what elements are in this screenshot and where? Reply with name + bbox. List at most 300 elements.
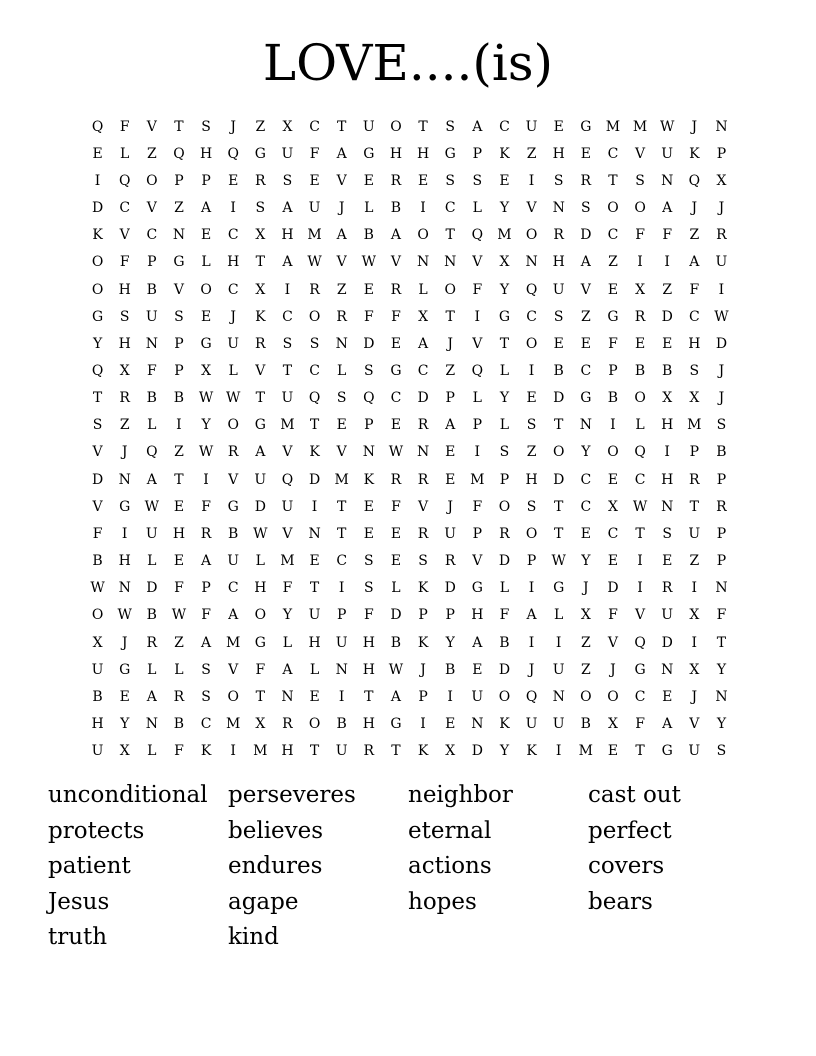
grid-letter: H [661, 471, 674, 488]
grid-letter: G [254, 634, 266, 651]
grid-letter: J [230, 308, 236, 325]
grid-letter: A [662, 716, 673, 733]
grid-letter: Q [525, 281, 538, 298]
grid-letter: X [445, 743, 456, 760]
grid-letter: A [336, 145, 347, 162]
grid-letter: E [445, 471, 456, 488]
grid-letter: E [309, 553, 320, 570]
grid-letter: R [390, 281, 402, 298]
grid-letter: T [391, 743, 401, 760]
grid-letter: P [445, 390, 455, 407]
grid-letter: L [282, 634, 293, 651]
grid-letter: V [472, 335, 483, 352]
grid-letter: B [390, 200, 402, 217]
grid-letter: S [201, 688, 211, 705]
grid-letter: S [716, 417, 727, 434]
grid-letter: F [174, 743, 184, 760]
grid-letter: L [228, 362, 238, 379]
grid-letter: S [635, 172, 645, 189]
grid-letter: V [282, 525, 293, 542]
grid-letter: T [255, 390, 265, 407]
grid-letter: E [580, 335, 591, 352]
grid-letter: N [335, 335, 348, 352]
grid-letter: D [580, 227, 592, 244]
grid-letter: C [200, 716, 212, 733]
grid-letter: H [118, 553, 131, 570]
grid-letter: A [201, 634, 212, 651]
grid-letter: C [580, 498, 592, 515]
grid-letter: T [554, 498, 564, 515]
grid-letter: R [336, 308, 347, 325]
grid-letter: G [390, 716, 402, 733]
grid-letter: T [554, 417, 564, 434]
grid-letter: X [662, 390, 673, 407]
grid-letter: K [689, 145, 700, 162]
grid-letter: V [146, 200, 157, 217]
grid-letter: S [336, 390, 347, 407]
grid-letter: V [418, 498, 429, 515]
grid-letter: U [335, 743, 348, 760]
grid-letter: Y [499, 281, 510, 298]
grid-letter: T [337, 498, 347, 515]
grid-letter: P [174, 172, 184, 189]
grid-letter: N [579, 417, 592, 434]
grid-letter: X [92, 634, 103, 651]
grid-letter: S [364, 580, 374, 597]
word-bank-item: endures [228, 853, 323, 879]
grid-letter: B [92, 553, 103, 570]
grid-letter: L [499, 580, 510, 597]
grid-letter: B [634, 362, 646, 379]
grid-letter: Z [526, 145, 537, 162]
grid-letter: S [553, 308, 564, 325]
grid-letter: Y [201, 417, 211, 434]
grid-letter: Y [499, 390, 510, 407]
grid-letter: M [605, 118, 621, 135]
grid-letter: M [226, 634, 241, 651]
grid-letter: A [662, 200, 673, 217]
grid-letter: P [716, 471, 727, 488]
grid-letter: C [634, 688, 646, 705]
grid-letter: R [580, 172, 592, 189]
grid-letter: W [117, 607, 132, 624]
grid-letter: T [337, 118, 347, 135]
grid-letter: K [499, 716, 510, 733]
grid-letter: I [338, 688, 345, 705]
grid-letter: A [390, 227, 401, 244]
grid-letter: Z [580, 308, 591, 325]
grid-letter: W [171, 607, 187, 624]
grid-letter: T [255, 254, 265, 271]
grid-letter: O [308, 716, 321, 733]
grid-letter: C [580, 362, 592, 379]
grid-letter: Z [336, 281, 347, 298]
word-bank-item: hopes [408, 888, 477, 915]
grid-letter: T [282, 362, 293, 379]
grid-letter: F [201, 607, 211, 624]
grid-letter: V [146, 118, 157, 135]
grid-letter: P [472, 525, 483, 542]
grid-letter: A [255, 444, 266, 461]
grid-letter: L [120, 145, 130, 162]
grid-letter: G [254, 145, 266, 162]
grid-letter: F [391, 308, 401, 325]
grid-letter: N [552, 688, 565, 705]
grid-letter: F [662, 227, 673, 244]
grid-letter: Q [688, 172, 701, 189]
grid-letter: V [282, 444, 293, 461]
grid-letter: O [308, 308, 321, 325]
word-bank-item: kind [228, 924, 279, 950]
grid-letter: D [417, 390, 429, 407]
grid-letter: L [174, 661, 184, 678]
grid-letter: L [255, 553, 265, 570]
grid-letter: P [716, 525, 727, 542]
grid-letter: O [444, 281, 456, 298]
grid-letter: N [118, 471, 131, 488]
grid-letter: I [474, 444, 481, 461]
word-bank-item: truth [48, 924, 108, 950]
grid-letter: A [580, 254, 591, 271]
grid-letter: E [363, 525, 374, 542]
grid-letter: R [227, 444, 239, 461]
grid-letter: C [282, 308, 293, 325]
grid-letter: Q [634, 634, 646, 651]
grid-letter: D [715, 335, 728, 352]
grid-letter: A [201, 553, 212, 570]
grid-letter: N [661, 172, 674, 189]
grid-letter: I [691, 634, 698, 651]
grid-letter: D [308, 471, 321, 488]
grid-letter: E [445, 444, 456, 461]
grid-letter: Y [716, 661, 727, 678]
grid-letter: B [228, 525, 239, 542]
grid-letter: Q [363, 390, 375, 407]
grid-letter: E [662, 335, 673, 352]
grid-letter: E [363, 172, 374, 189]
grid-letter: M [253, 743, 268, 760]
grid-letter: E [580, 145, 591, 162]
grid-letter: H [416, 145, 430, 162]
grid-letter: C [227, 580, 239, 597]
grid-letter: S [92, 417, 103, 434]
grid-letter: V [336, 444, 347, 461]
grid-letter: P [526, 553, 537, 570]
grid-letter: K [92, 227, 103, 244]
grid-letter: N [172, 227, 186, 244]
grid-letter: V [119, 227, 130, 244]
grid-letter: I [664, 254, 670, 271]
grid-letter: S [499, 444, 510, 461]
grid-letter: Y [499, 200, 510, 217]
grid-letter: S [553, 172, 564, 189]
grid-letter: W [90, 580, 105, 597]
grid-letter: R [390, 471, 402, 488]
grid-letter: U [308, 607, 321, 624]
grid-letter: W [198, 390, 214, 407]
grid-letter: C [227, 227, 239, 244]
grid-letter: L [418, 281, 428, 298]
grid-letter: E [173, 498, 185, 515]
grid-letter: V [255, 362, 266, 379]
grid-letter: V [336, 254, 347, 271]
grid-letter: E [363, 281, 374, 298]
grid-letter: B [146, 607, 157, 624]
grid-letter: U [552, 281, 565, 298]
grid-letter: X [201, 362, 212, 379]
grid-letter: Z [608, 254, 618, 271]
grid-letter: F [472, 498, 483, 515]
grid-letter: N [444, 254, 457, 271]
grid-letter: Z [526, 444, 537, 461]
grid-letter: N [471, 716, 484, 733]
grid-letter: F [608, 607, 618, 624]
grid-letter: B [146, 281, 157, 298]
grid-letter: I [176, 417, 182, 434]
grid-letter: C [146, 227, 158, 244]
grid-letter: C [580, 471, 592, 488]
grid-letter: E [119, 688, 130, 705]
grid-letter: N [715, 118, 728, 135]
grid-letter: J [718, 200, 725, 217]
grid-letter: E [662, 553, 673, 570]
grid-letter: R [689, 471, 700, 488]
grid-letter: I [338, 580, 345, 597]
grid-letter: E [499, 172, 510, 189]
grid-letter: P [716, 145, 727, 162]
grid-letter: P [608, 362, 618, 379]
word-bank-item: Jesus [48, 888, 110, 915]
grid-letter: Q [91, 362, 104, 379]
grid-letter: J [447, 335, 453, 352]
grid-letter: T [445, 227, 455, 244]
grid-letter: A [282, 661, 293, 678]
grid-letter: E [200, 308, 212, 325]
grid-letter: X [716, 172, 727, 189]
grid-letter: Z [580, 634, 591, 651]
grid-letter: B [553, 362, 564, 379]
grid-letter: O [634, 200, 646, 217]
grid-letter: E [553, 335, 564, 352]
grid-letter: U [688, 525, 701, 542]
grid-letter: S [445, 172, 455, 189]
grid-letter: O [525, 227, 538, 244]
grid-letter: U [525, 716, 538, 733]
grid-letter: Q [308, 390, 321, 407]
grid-letter: R [444, 553, 456, 570]
grid-letter: M [632, 118, 648, 135]
grid-letter: F [282, 580, 293, 597]
grid-letter: T [716, 634, 727, 651]
grid-letter: Z [174, 200, 184, 217]
grid-letter: Y [581, 553, 591, 570]
grid-letter: A [418, 335, 429, 352]
grid-letter: E [363, 498, 374, 515]
grid-letter: M [307, 227, 322, 244]
grid-letter: R [255, 172, 266, 189]
grid-letter: N [145, 335, 158, 352]
grid-letter: O [146, 172, 158, 189]
grid-letter: U [145, 308, 158, 325]
grid-letter: N [362, 444, 375, 461]
grid-letter: C [309, 118, 320, 135]
word-bank-item: eternal [408, 817, 492, 844]
grid-letter: U [552, 716, 565, 733]
grid-letter: T [309, 743, 320, 760]
grid-letter: U [145, 525, 158, 542]
grid-letter: C [444, 200, 456, 217]
grid-letter: S [689, 362, 700, 379]
word-bank-item: protects [48, 817, 145, 844]
grid-letter: E [390, 417, 402, 434]
grid-letter: H [308, 634, 321, 651]
grid-letter: V [336, 172, 347, 189]
grid-letter: J [447, 498, 453, 515]
grid-letter: K [499, 145, 510, 162]
grid-letter: E [309, 172, 320, 189]
grid-letter: E [472, 661, 483, 678]
grid-letter: W [659, 118, 675, 135]
grid-letter: T [635, 743, 645, 760]
grid-letter: S [119, 308, 130, 325]
grid-letter: Q [227, 145, 239, 162]
grid-letter: A [390, 688, 401, 705]
grid-letter: I [555, 743, 562, 760]
grid-letter: T [608, 172, 618, 189]
word-bank-item: patient [48, 853, 131, 879]
grid-letter: U [91, 661, 104, 678]
grid-letter: L [201, 254, 211, 271]
word-bank-item: perseveres [228, 782, 356, 808]
grid-letter: S [255, 200, 266, 217]
grid-letter: D [661, 308, 673, 325]
grid-letter: G [553, 580, 565, 597]
grid-letter: I [528, 580, 535, 597]
grid-letter: Y [716, 716, 727, 733]
grid-letter: V [580, 281, 591, 298]
grid-letter: L [337, 362, 347, 379]
grid-letter: H [281, 227, 294, 244]
grid-letter: O [607, 200, 619, 217]
grid-letter: Z [662, 281, 673, 298]
grid-letter: B [173, 390, 185, 407]
grid-letter: R [553, 227, 564, 244]
grid-letter: D [363, 335, 375, 352]
grid-letter: Q [634, 444, 646, 461]
grid-letter: Z [445, 362, 456, 379]
grid-letter: L [635, 417, 645, 434]
grid-letter: S [526, 417, 537, 434]
grid-letter: M [497, 227, 512, 244]
grid-letter: A [282, 254, 293, 271]
grid-letter: S [282, 172, 293, 189]
grid-letter: S [282, 335, 293, 352]
grid-letter: K [255, 308, 266, 325]
word-bank-item: covers [588, 853, 665, 879]
grid-letter: H [199, 145, 213, 162]
grid-letter: I [230, 743, 236, 760]
grid-letter: Z [174, 634, 184, 651]
grid-letter: E [173, 553, 185, 570]
grid-letter: P [445, 607, 455, 624]
grid-letter: U [335, 634, 348, 651]
grid-letter: G [661, 743, 673, 760]
grid-letter: S [445, 118, 455, 135]
grid-letter: R [661, 580, 673, 597]
grid-letter: C [227, 281, 239, 298]
grid-letter: T [92, 390, 103, 407]
grid-letter: J [420, 661, 426, 678]
grid-letter: K [363, 471, 375, 488]
grid-letter: I [637, 553, 643, 570]
grid-letter: U [661, 607, 674, 624]
grid-letter: E [309, 688, 320, 705]
grid-letter: Q [118, 172, 131, 189]
grid-letter: I [528, 362, 535, 379]
grid-letter: E [662, 688, 673, 705]
grid-letter: R [282, 716, 293, 733]
grid-letter: D [146, 580, 158, 597]
grid-letter: S [201, 661, 211, 678]
grid-letter: E [390, 525, 402, 542]
grid-letter: F [499, 607, 510, 624]
grid-letter: G [119, 498, 131, 515]
grid-letter: I [637, 580, 643, 597]
grid-letter: R [499, 525, 510, 542]
grid-letter: W [714, 308, 729, 325]
grid-letter: O [91, 254, 104, 271]
grid-letter: F [363, 607, 374, 624]
grid-letter: J [528, 661, 535, 678]
word-bank-item: actions [408, 853, 492, 879]
grid-letter: J [121, 634, 128, 651]
grid-letter: O [200, 281, 212, 298]
grid-letter: Z [580, 661, 591, 678]
grid-letter: T [418, 118, 428, 135]
grid-letter: T [174, 118, 184, 135]
grid-letter: I [528, 172, 535, 189]
grid-letter: A [472, 634, 483, 651]
grid-letter: H [471, 607, 484, 624]
grid-letter: O [498, 688, 511, 705]
grid-letter: V [390, 254, 401, 271]
grid-letter: J [610, 661, 616, 678]
word-bank-item: bears [588, 888, 653, 915]
grid-letter: O [91, 281, 104, 298]
grid-letter: E [607, 281, 619, 298]
grid-letter: O [525, 335, 538, 352]
grid-letter: U [281, 390, 294, 407]
grid-letter: N [715, 688, 728, 705]
grid-letter: F [716, 607, 727, 624]
grid-letter: E [445, 716, 456, 733]
grid-letter: Z [689, 227, 700, 244]
grid-letter: D [607, 580, 619, 597]
grid-letter: J [691, 688, 698, 705]
grid-letter: H [552, 254, 565, 271]
grid-letter: S [364, 553, 374, 570]
grid-letter: A [445, 417, 456, 434]
grid-letter: W [361, 254, 376, 271]
grid-letter: O [498, 498, 511, 515]
grid-letter: I [420, 200, 426, 217]
grid-letter: R [173, 688, 185, 705]
grid-letter: H [362, 716, 375, 733]
grid-letter: I [474, 308, 481, 325]
grid-letter: J [691, 118, 698, 135]
grid-letter: V [173, 281, 184, 298]
grid-letter: M [687, 417, 702, 434]
